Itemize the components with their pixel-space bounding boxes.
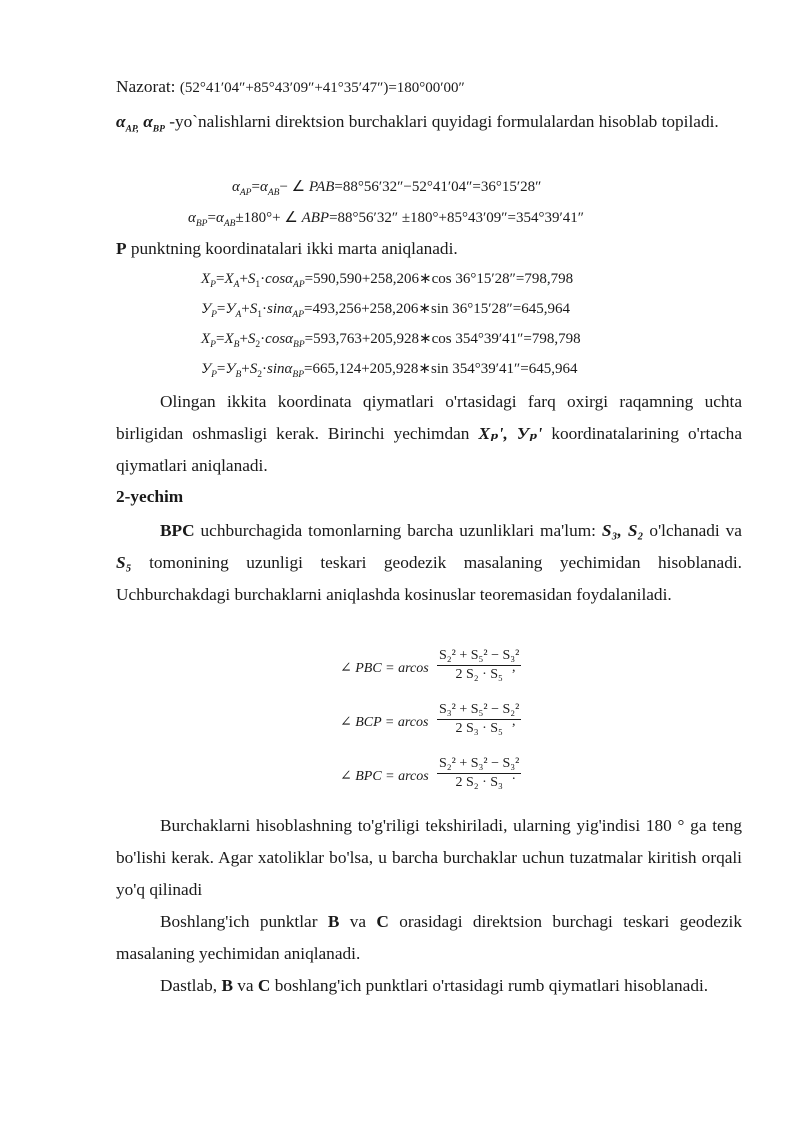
last-text-a: Dastlab, (160, 976, 222, 995)
bpc-text-a: uchburchagida tomonlarning barcha uzunliklari ma'lum: (194, 521, 602, 540)
check-paragraph: Burchaklarni hisoblashning to'g'riligi tekshiriladi, ularning yig'indisi 180 ° ga teng bo'lishi kerak. Agar xatoliklar bo'lsa, u barcha burchaklar uchun tuzatmalar kiritish orqali yo'q qilinadi (116, 816, 742, 899)
alpha-symbol-2: α (143, 112, 153, 131)
point-p-label: P (116, 239, 127, 258)
intro-paragraph (116, 106, 742, 138)
alpha-symbol: α (116, 112, 126, 131)
bc-text-e: orasidagi direktsion burchagi teskari geodezik masalaning yechimidan aniqlanadi. (116, 912, 742, 963)
fraction-numerator: S₃² + S₅² − S₂² (437, 702, 521, 720)
bpc-text-c: tomonining uzunligi teskari geodezik masalaning yechimidan hisoblanadi. Uchburchakdagi burchaklarni aniqlashda kosinuslar teoremasidan foydalaniladi. (116, 553, 742, 604)
fraction-denominator: 2 S₂ · S₅ (455, 667, 503, 682)
mean-coordinates-symbol: Xₚ', Уₚ' (478, 424, 543, 443)
last-paragraph (116, 970, 742, 1002)
bc-text-c: va (339, 912, 377, 931)
formula-lhs: ∠ PBC = arcos (340, 661, 429, 676)
point-c-label-2: C (257, 976, 271, 995)
control-line (116, 74, 742, 101)
difference-text-a: Olingan ikkita koordinata qiymatlari o'rtasidagi farq oxirgi raqamning uchta birligidan oshmasligi kerak. Birinchi yechimdan (116, 392, 742, 443)
difference-text-b: koordinatalarining o'rtacha qiymatlari aniqlanadi. (116, 424, 742, 475)
fraction-numerator: S₂² + S₃² − S₃² (437, 756, 521, 774)
formula-fraction (437, 702, 521, 737)
equation-yp-2: $У_P=У_B+S_2\cdot\sin\alpha_{BP}=665,124+205,928∗\sin$ 354°39′41″=645,964 (201, 361, 578, 380)
bpc-paragraph (116, 515, 742, 611)
last-text-c: va (232, 976, 258, 995)
point-c-label: C (376, 912, 389, 931)
formula-fraction (437, 756, 521, 791)
intro-text: -yo`nalishlarni direktsion burchaklari quyidagi formulalardan hisoblab topiladi. (164, 112, 719, 131)
fraction-denominator: 2 S₂ · S₃ (455, 775, 503, 790)
section-heading: 2-yechim (116, 487, 184, 506)
bc-text-a: Boshlang'ich punktlar (160, 912, 328, 931)
formula-lhs: ∠ BCP = arcos (340, 715, 429, 730)
side-s3: S₃, (601, 521, 622, 540)
formula-punct: . (512, 768, 516, 783)
alpha-sub-ap: AP, (125, 124, 139, 135)
formula-punct: , (512, 714, 516, 729)
alpha-sub-bp: BP (152, 124, 165, 135)
last-text-e: boshlang'ich punktlari o'rtasidagi rumb qiymatlari hisoblanadi. (270, 976, 709, 995)
control-label: Nazorat: (116, 77, 176, 96)
side-s5: S₅ (116, 553, 132, 572)
bpc-text-b: o'lchanadi va (643, 521, 742, 540)
fraction-denominator: 2 S₃ · S₅ (455, 721, 503, 736)
fraction-numerator: S₂² + S₅² − S₃² (437, 648, 521, 666)
triangle-label: BPC (160, 521, 195, 540)
equation-xp-2: $X_P=X_B+S_2\cdot\cos\alpha_{BP}=593,763+205,928∗\cos$ 354°39′41″=798,798 (201, 331, 581, 350)
point-b-label: B (327, 912, 340, 931)
equation-xp-1: $X_P=X_A+S_1\cdot\cos\alpha_{AP}=590,590+258,206∗\cos$ 36°15′28″=798,798 (201, 271, 574, 290)
coordinates-heading (116, 236, 742, 262)
formula-fraction (437, 648, 521, 683)
bc-paragraph (116, 906, 742, 970)
point-b-label-2: B (221, 976, 233, 995)
equation-yp-1: $У_P=У_A+S_1\cdot\sin\alpha_{AP}=493,256+258,206∗\sin$ 36°15′28″=645,964 (201, 301, 570, 320)
equation-alpha-ap: $\alpha_{AP}=\alpha_{AB}-$ ∠ PAB=88°56′32″−52°41′04″=36°15′28″ (232, 179, 542, 198)
equation-alpha-bp: $\alpha_{BP}=\alpha_{AB}\pm 180^\circ+$ ∠ ABP=88°56′32″ ±180°+85°43′09″=354°39′41″ (188, 210, 585, 229)
side-s2: S₂ (627, 521, 644, 540)
control-expression: (52°41′04″+85°43′09″+41°35′47″)=180°00′00″ (179, 80, 465, 96)
formula-punct: , (512, 660, 516, 675)
difference-paragraph (116, 386, 742, 482)
coordinates-heading-text: punktning koordinatalari ikki marta aniqlanadi. (126, 239, 458, 258)
formula-lhs: ∠ BPC = arcos (340, 769, 429, 784)
